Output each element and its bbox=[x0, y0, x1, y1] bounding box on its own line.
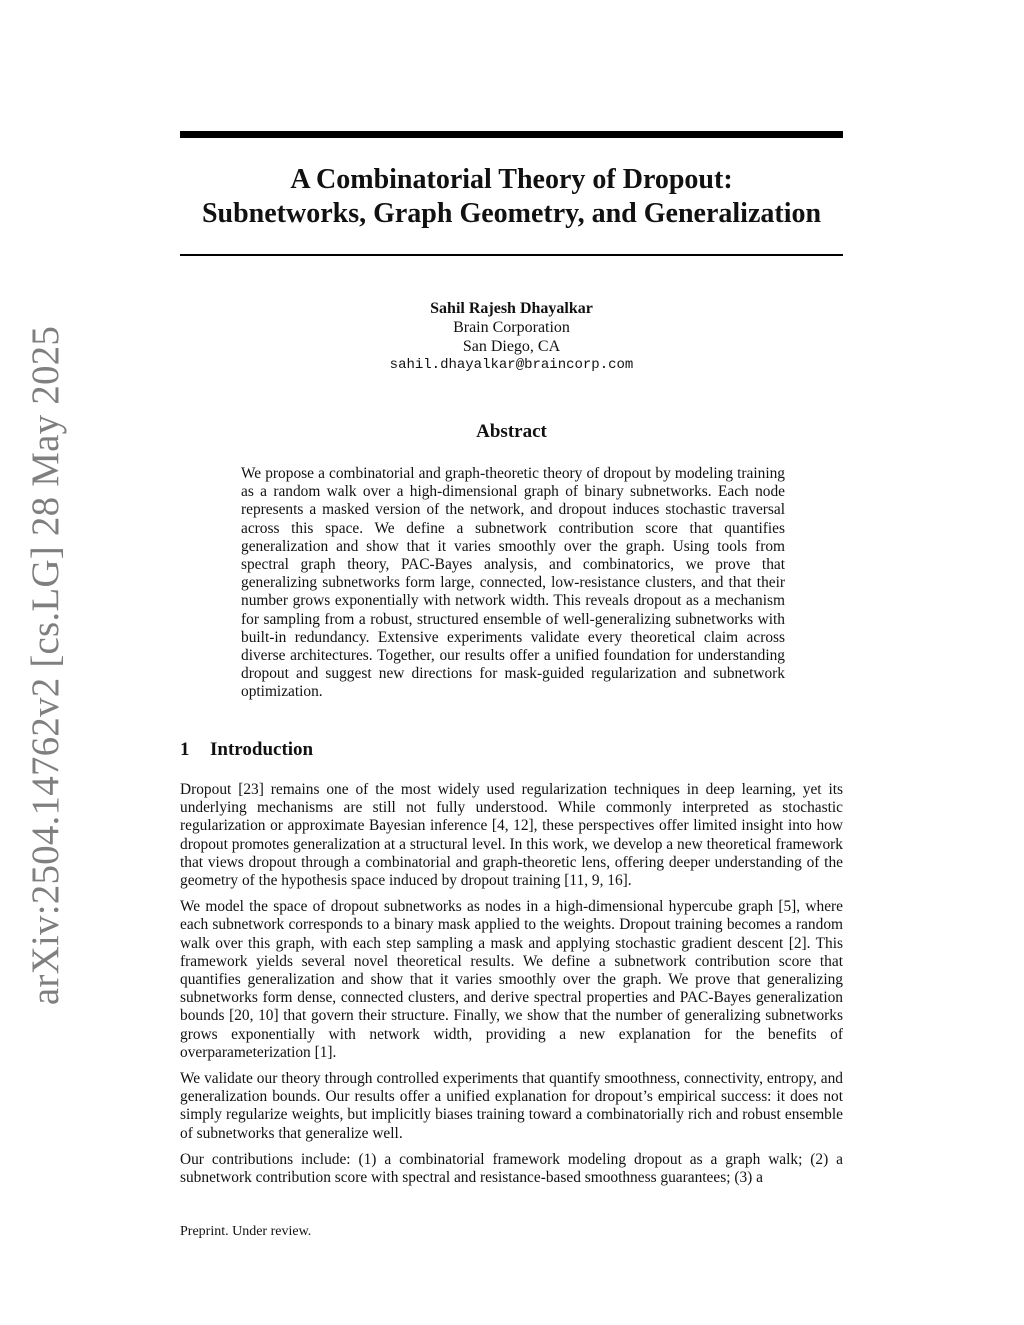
title-top-rule bbox=[180, 131, 843, 138]
intro-paragraph-2: We model the space of dropout subnetworks as nodes in a high-dimensional hypercube graph [5], where each subnetwork corresponds to a binary mask applied to the weights. Dropout training becomes a random walk over this graph, with each step sampling a mask and applying stochastic gradient descent [2]. This framework yields several novel theoretical results. We define a subnetwork contribution score that quantifies generalization and show that it varies smoothly over the graph. We prove that generalizing subnetworks form dense, connected clusters, and derive spectral properties and PAC-Bayes generalization bounds [20, 10] that govern their structure. Finally, we show that the number of generalizing subnetworks grows exponentially with network width, providing a new explanation for the benefits of overparameterization [1]. bbox=[180, 898, 843, 1061]
author-affiliation: Brain Corporation bbox=[453, 319, 570, 336]
section-title: Introduction bbox=[210, 739, 314, 760]
author-block bbox=[180, 299, 843, 375]
paper-title-line-1: A Combinatorial Theory of Dropout: bbox=[290, 164, 733, 195]
author-location: San Diego, CA bbox=[462, 338, 561, 355]
author-email: sahil.dhayalkar@braincorp.com bbox=[389, 357, 634, 373]
intro-paragraph-4: Our contributions include: (1) a combinatorial framework modeling dropout as a graph walk; (2) a subnetwork contribution score with spectral and resistance-based smoothness guarantees; (3) a bbox=[180, 1150, 843, 1187]
title-bottom-rule bbox=[180, 254, 843, 256]
section-heading-introduction bbox=[180, 739, 313, 761]
section-number: 1 bbox=[180, 739, 190, 760]
abstract-body: We propose a combinatorial and graph-theoretic theory of dropout by modeling training as a random walk over a high-dimensional graph of binary subnetworks. Each node represents a masked version of the network, and dropout induces stochastic traversal across this space. We define a subnetwork contribution score that quantifies generalization and show that it varies smoothly over the graph. Using tools from spectral graph theory, PAC-Bayes analysis, and combinatorics, we prove that generalizing subnetworks form large, connected, low-resistance clusters, and that their number grows exponentially with network width. This reveals dropout as a mechanism for sampling from a robust, structured ensemble of well-generalizing subnetworks with built-in redundancy. Extensive experiments validate every theoretical claim across diverse architectures. Together, our results offer a unified foundation for understanding dropout and suggest new directions for mask-guided regularization and subnetwork optimization. bbox=[241, 465, 785, 701]
arxiv-identifier-text: arXiv:2504.14762v2 [cs.LG] 28 May 2025 bbox=[24, 325, 68, 1005]
paper-title-line-2: Subnetworks, Graph Geometry, and Generalization bbox=[201, 198, 822, 229]
author-name: Sahil Rajesh Dhayalkar bbox=[430, 300, 593, 317]
intro-paragraph-3: We validate our theory through controlled experiments that quantify smoothness, connectivity, entropy, and generalization bounds. Our results offer a unified explanation for dropout’s empirical success: it does not simply regularize weights, but implicitly biases training toward a combinatorially rich and robust ensemble of subnetworks that generalize well. bbox=[180, 1070, 843, 1142]
page-footer: Preprint. Under review. bbox=[180, 1224, 312, 1239]
paper-title bbox=[180, 163, 843, 231]
introduction-body bbox=[180, 781, 843, 1195]
arxiv-identifier-stamp bbox=[16, 325, 76, 1005]
abstract-heading: Abstract bbox=[476, 421, 547, 442]
intro-paragraph-1: Dropout [23] remains one of the most widely used regularization techniques in deep learning, yet its underlying mechanisms are still not fully understood. While commonly interpreted as stochastic regularization or approximate Bayesian inference [4, 12], these perspectives offer limited insight into how dropout promotes generalization at a structural level. In this work, we develop a new theoretical framework that views dropout through a combinatorial and graph-theoretic lens, offering deeper understanding of the geometry of the hypothesis space induced by dropout training [11, 9, 16]. bbox=[180, 781, 843, 890]
